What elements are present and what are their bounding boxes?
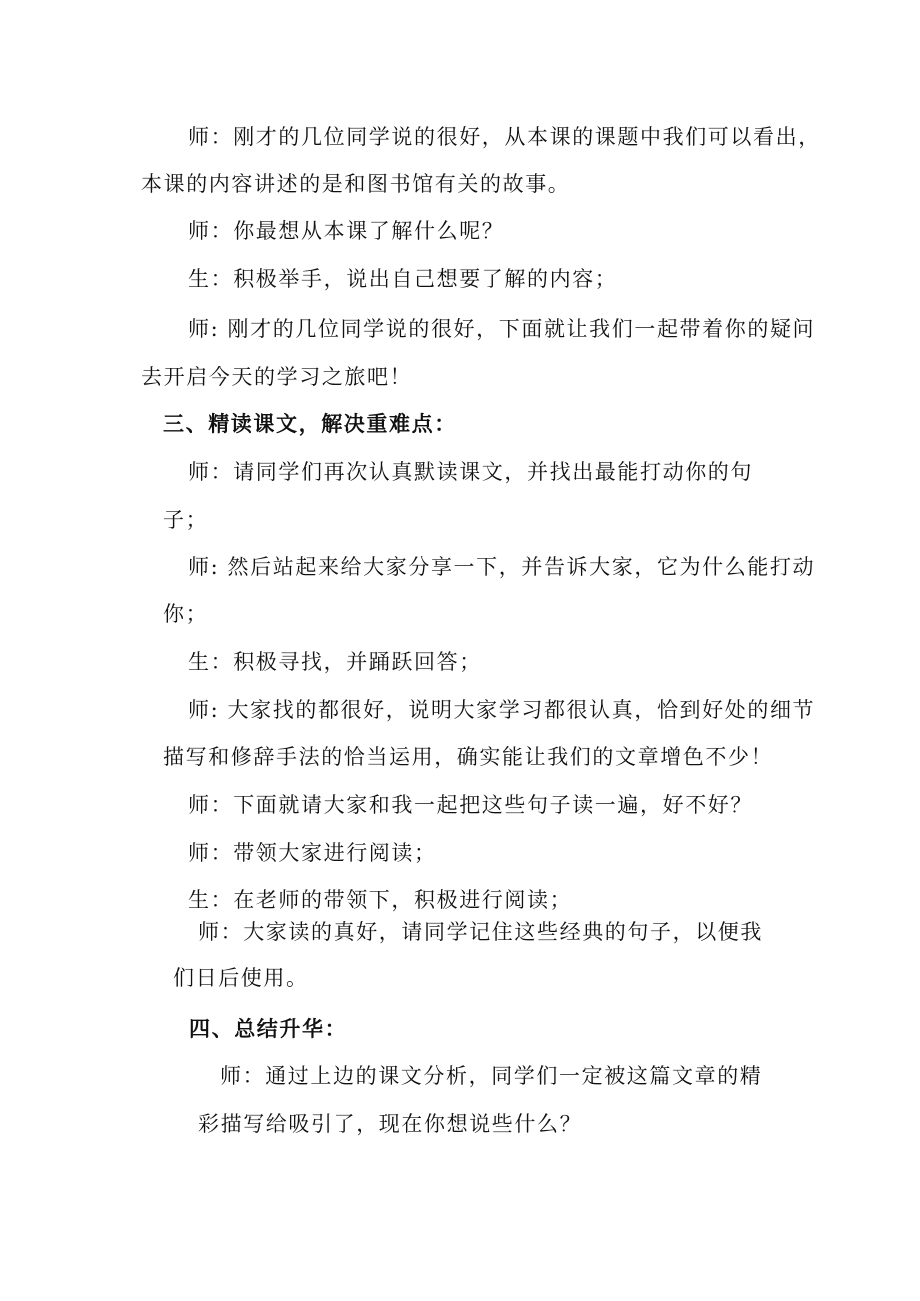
paragraph-line: 们日后使用。 <box>173 966 309 990</box>
paragraph-line: 生：积极寻找，并踊跃回答； <box>188 650 482 674</box>
paragraph-line: 师：刚才的几位同学说的很好，从本课的课题中我们可以看出， <box>188 125 821 149</box>
paragraph-line: 师：请同学们再次认真默读课文，并找出最能打动你的句 <box>188 460 753 484</box>
paragraph-line: 师：通过上边的课文分析，同学们一定被这篇文章的精 <box>220 1064 763 1088</box>
section-heading: 四、总结升华： <box>189 1017 348 1041</box>
paragraph-line: 彩描写给吸引了，现在你想说些什么？ <box>198 1112 583 1136</box>
paragraph-line: 你； <box>163 602 209 626</box>
paragraph-line: 生：在老师的带领下，积极进行阅读； <box>188 888 573 912</box>
paragraph-line: 师: 刚才的几位同学说的很好，下面就让我们一起带着你的疑问 <box>188 317 816 341</box>
paragraph-line: 本课的内容讲述的是和图书馆有关的故事。 <box>141 172 571 196</box>
paragraph-line: 师：大家读的真好，请同学记住这些经典的句子，以便我 <box>198 920 763 944</box>
paragraph-line: 师: 大家找的都很好，说明大家学习都很认真，恰到好处的细节 <box>188 698 816 722</box>
paragraph-line: 子； <box>163 508 209 532</box>
paragraph-line: 师：带领大家进行阅读； <box>188 841 437 865</box>
paragraph-line: 生：积极举手，说出自己想要了解的内容； <box>188 267 618 291</box>
paragraph-line: 去开启今天的学习之旅吧！ <box>141 365 413 389</box>
paragraph-line: 师：下面就请大家和我一起把这些句子读一遍，好不好？ <box>188 793 753 817</box>
paragraph-line: 描写和修辞手法的恰当运用，确实能让我们的文章增色不少！ <box>163 745 774 769</box>
paragraph-line: 师：你最想从本课了解什么呢？ <box>188 219 505 243</box>
section-heading: 三、精读课文，解决重难点： <box>163 412 457 436</box>
paragraph-line: 师: 然后站起来给大家分享一下，并告诉大家，它为什么能打动 <box>188 555 816 579</box>
